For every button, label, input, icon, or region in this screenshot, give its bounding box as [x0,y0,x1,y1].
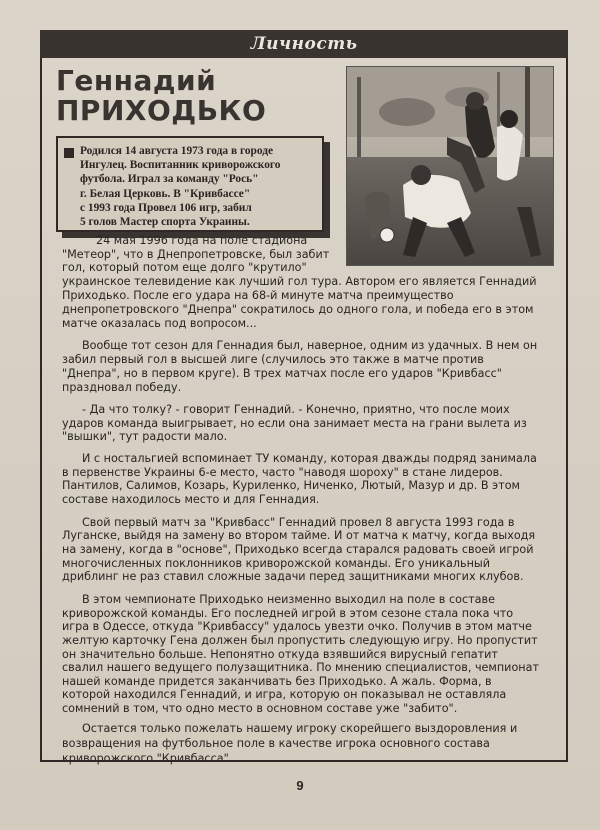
article-line: забил первый гол в высшей лиге (случилось это также в матче против [62,353,484,366]
article-line: на замену, когда в "основе", Приходько всегда старался радовать своей игрой [62,543,534,556]
article-line: Свой первый матч за "Кривбасс" Геннадий провел 8 августа 1993 года в [82,515,515,529]
section-title: Личность [250,34,358,54]
article-line: "Днепра", но в первом круге). В трех матчах после его ударов "Кривбасс" [62,366,502,380]
article-line: Приходько. После его удара на 68-й минуте матча преимущество [62,289,454,303]
bio-text [80,144,316,229]
article-line: возвращения на футбольное поле в качестве игрока основного состава [62,737,490,750]
article-line: И с ностальгией вспоминает ТУ команду, которая дважды подряд занимала [82,452,537,466]
article-line: свалил нашего ведущего полузащитника. По мнению специалистов, чемпионат [62,661,539,675]
bio-box [56,136,324,232]
article-line: нашей команде придется заканчивать без Приходько. А жаль. Форма, в [62,674,492,688]
bio-line: Родился 14 августа 1973 года в городе [80,145,274,157]
article-line: ударов команда выигрывает, но если она занимает места на грани вылета из [62,416,527,430]
player-last-name: ПРИХОДЬКО [56,94,267,127]
football-photo-image [347,67,554,266]
article-line: дриблинг не раз ставил сложные задачи перед защитниками многих клубов. [62,570,524,584]
article-line: желтую карточку Гена должен был пропустить следующую игру. Но пропустит [62,633,538,647]
article-line: Вообще тот сезон для Геннадия был, наверное, одним из удачных. В нем он [82,339,538,353]
bio-line: г. Белая Церковь. В "Кривбассе" [80,187,251,200]
player-name [56,66,336,126]
article-line: днепропетровского "Днепра" сократилось до одного гола, и победа его в этом [62,303,534,317]
article-line: "вышки", тут радости мало. [62,430,228,444]
player-photo [346,66,554,266]
article-line: матче оказалась под вопросом... [62,316,257,330]
article-line: Луганске, выйдя на замену во втором тайме. И от матча к матчу, когда выходя [62,529,536,543]
bio-line: футбола. Играл за команду "Рось" [80,173,259,186]
page-number: 9 [296,778,304,793]
article-line: - Да что толку? - говорит Геннадий. - Конечно, приятно, что после моих [82,403,510,416]
bio-line: Ингулец. Воспитанник криворожского [80,159,281,172]
article-line: в первенстве Украины 6-е место, часто "наводя шороху" в стане лидеров. [62,465,503,479]
article-line: сомнений в том, что одно место в основном составе уже "забито". [62,702,458,715]
article-line: В этом чемпионате Приходько неизменно выходил на поле в составе [82,593,495,606]
article-line: криворожского "Кривбасса". [62,752,233,765]
article-line: Пантилов, Салимов, Козарь, Куриленко, Ниченко, Лютый, Мазур и др. В этом [62,479,520,493]
article-line: составе находилось место и для Геннадия. [62,493,320,506]
section-header [40,30,568,58]
article-line: игра в Одессе, откуда "Кривбассу" удалось увезти очко. Получив в этом матче [62,620,532,634]
bullet-square-icon [64,148,74,158]
article-line: которой находился Геннадий, и игра, которую он показывал не оставляла [62,688,507,702]
article-line: "Метеор", что в Днепропетровске, был забит [62,247,330,261]
article-line: многочисленных поклонников криворожской команды. Его уникальный [62,556,490,570]
article-line: криворожской команды. Его последней игрой в этом сезоне стала пока что [62,606,514,620]
article-line: он значительно больше. Непонятно откуда взявшийся вирусный гепатит [62,647,498,661]
article-line: 24 мая 1996 года на поле стадиона [96,234,308,247]
article-line: праздновал победу. [62,381,182,395]
player-first-name: Геннадий [56,64,217,97]
bio-line: 5 голов Мастер спорта Украины. [80,216,250,229]
article-line: гол, который потом еще долго "крутило" [62,261,307,275]
article-line: Остается только пожелать нашему игроку скорейшего выздоровления и [82,722,518,735]
article-line: украинское телевидение как лучший гол тура. Автором его является Геннадий [62,274,537,288]
bio-line: с 1993 года Провел 106 игр, забил [80,201,252,214]
